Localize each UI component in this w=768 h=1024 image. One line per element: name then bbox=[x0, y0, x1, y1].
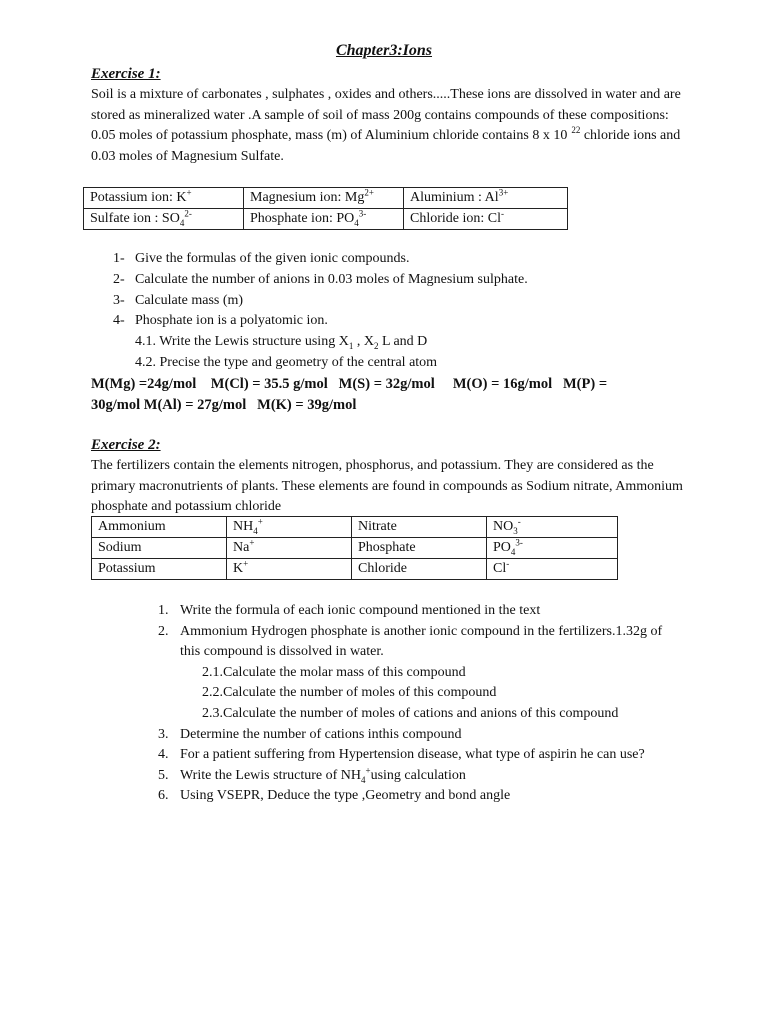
list-item: 3. Determine the number of cations inthis compound bbox=[158, 726, 462, 742]
list-item: 2.1.Calculate the molar mass of this compound bbox=[202, 664, 466, 680]
table-cell: Cl- bbox=[487, 559, 618, 580]
table-cell: Chloride ion: Cl- bbox=[404, 209, 568, 230]
table-cell: Magnesium ion: $Mg^{2+}$ bbox=[244, 188, 404, 209]
list-item: 2.3.Calculate the number of moles of cations and anions of this compound bbox=[202, 705, 619, 721]
table-cell: $NO_3^-$ bbox=[487, 517, 618, 538]
table-cell: K+ bbox=[227, 559, 352, 580]
list-item: 1. Write the formula of each ionic compound mentioned in the text bbox=[158, 603, 541, 618]
exercise1-heading: Exercise 1: bbox=[91, 66, 161, 82]
exercise1-text: Soil is a mixture of carbonates , sulphates , oxides and others.....These ions are dissolved in water and are stored as mineralized water .A sample of soil of mass 200g contains compounds of these compositions: 0.05 moles of potassium phosphate, mass (m) of Aluminium chloride contains 8 x 10 $^{22}$ chloride ions and 0.03 moles of Magnesium Sulfate. bbox=[91, 87, 681, 164]
table-cell: Aluminium : $Al^{3+}$ bbox=[404, 188, 568, 209]
table-cell: Potassium ion: K+ bbox=[84, 188, 244, 209]
list-item: 6. Using VSEPR, Deduce the type ,Geometry and bond angle bbox=[158, 788, 511, 804]
list-item: 2- Calculate the number of anions in 0.03 moles of Magnesium sulphate. bbox=[113, 271, 528, 287]
list-item: 4. For a patient suffering from Hypertension disease, what type of aspirin he can use? bbox=[158, 747, 645, 763]
page-title: Chapter3:Ions bbox=[335, 42, 433, 59]
table-cell: Sulfate ion : $SO_4^{2-}$ bbox=[84, 209, 244, 230]
exercise2-questions bbox=[158, 601, 678, 807]
table-cell: Na+ bbox=[227, 538, 352, 559]
table-cell: Ammonium bbox=[92, 517, 227, 538]
list-item: 2. Ammonium Hydrogen phosphate is another ionic compound in the fertilizers.1.32g of this compound is dissolved in water. bbox=[158, 623, 663, 660]
table-cell: Chloride bbox=[352, 559, 487, 580]
table-row bbox=[92, 517, 618, 538]
table-row bbox=[84, 188, 568, 209]
table-cell: Phosphate ion: $PO_4^{3-}$ bbox=[244, 209, 404, 230]
molar-masses: M(Mg) =24g/mol M(Cl) = 35.5 g/mol M(S) = 32g/mol M(O) = 16g/mol M(P) = 30g/mol M(Al) = 27g/mol M(K) = 39g/mol bbox=[91, 376, 608, 413]
list-item: 3- Calculate mass (m) bbox=[113, 292, 244, 308]
table-cell: Phosphate bbox=[352, 538, 487, 559]
ions-table-1 bbox=[83, 187, 568, 230]
list-item: 2.2.Calculate the number of moles of this compound bbox=[202, 685, 497, 701]
table-cell: Potassium bbox=[92, 559, 227, 580]
table-cell: $PO_4^{3-}$ bbox=[487, 538, 618, 559]
exercise2-heading: Exercise 2: bbox=[91, 437, 161, 453]
list-item: 5. Write the Lewis structure of $NH_4^+using$ calculation bbox=[158, 765, 466, 785]
table-row bbox=[92, 559, 618, 580]
ions-table-2 bbox=[91, 516, 618, 580]
table-cell: $NH_4^+$ bbox=[227, 517, 352, 538]
exercise1-subquestions bbox=[113, 332, 437, 374]
exercise2-text: The fertilizers contain the elements nitrogen, phosphorus, and potassium. They are considered as the primary macronutrients of plants. These elements are found in compounds as Sodium nitrate, Ammonium phosphate and potassium chloride bbox=[91, 458, 683, 514]
table-row bbox=[84, 209, 568, 230]
table-cell: Sodium bbox=[92, 538, 227, 559]
list-item: 4.1. Write the Lewis structure using $X_1$ , $X_2$ L and D bbox=[135, 334, 428, 351]
list-item: 4.2. Precise the type and geometry of the central atom bbox=[135, 354, 438, 370]
exercise1-questions bbox=[113, 249, 528, 332]
table-cell: Nitrate bbox=[352, 517, 487, 538]
list-item: 4- Phosphate ion is a polyatomic ion. bbox=[113, 313, 328, 329]
table-row bbox=[92, 538, 618, 559]
list-item: 1- Give the formulas of the given ionic compounds. bbox=[113, 251, 410, 266]
